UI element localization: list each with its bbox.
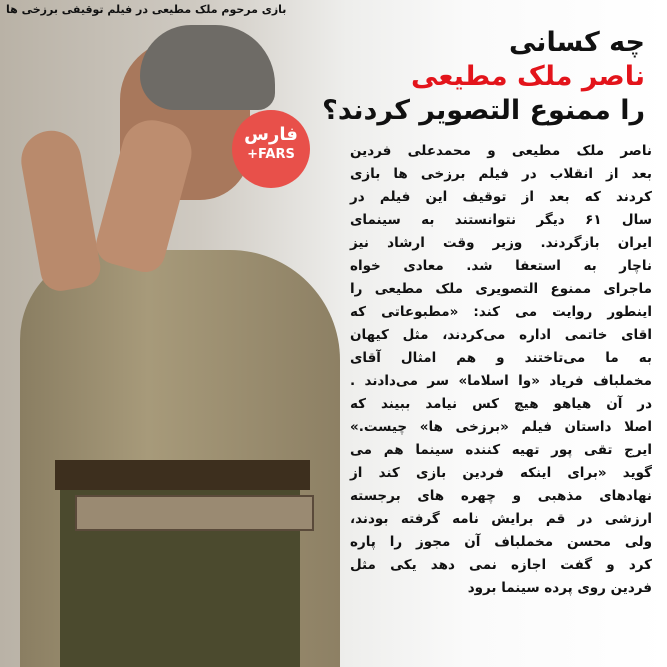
body-line: بعد از انقلاب در فیلم برزخی ها بازی [350,166,652,182]
body-line: به ما می‌تاختند و هم امثال آقای [350,350,652,366]
body-line: ایران بازگردند. وزیر وقت ارشاد نیز [350,235,652,251]
headline-line-3: را ممنوع التصویر کردند؟ [322,95,645,126]
logo-text-fa: فارس [244,124,298,145]
headline-line-1: چه کسانی [508,27,645,58]
headline [322,26,645,128]
body-line: مخملباف فریاد «وا اسلاما» سر می‌دادند . [350,373,652,389]
article-body [350,140,652,600]
body-line: اقای خاتمی اداره می‌کردند، مثل کیهان [350,327,652,343]
body-line: اصلا داستان فیلم «برزخی ها» چیست.» [350,419,652,435]
body-line: کردند که بعد از توقیف این فیلم در [350,189,652,205]
fars-news-logo [232,110,310,188]
body-line: در آن هیاهو هیچ کس نیامد ببیند که [350,396,652,412]
body-line: اینطور روایت می کند: «مطبوعاتی که [350,304,652,320]
body-line: سال ۶۱ دیگر نتوانستند به سینمای [350,212,652,228]
body-line: ناصر ملک مطیعی و محمدعلی فردین [350,143,652,159]
body-line: گوید «برای اینکه فردین بازی کند از [350,465,652,481]
body-line: ارزشی در قم برایش نامه گرفته بودند، [350,511,652,527]
body-line: ولی محسن مخملباف آن مجوز را پاره [350,534,652,550]
body-line: ایرج تقی پور تهیه کننده سینما هم می [350,442,652,458]
logo-text-en: +FARS [247,147,295,162]
body-line: کرد و گفت اجازه نمی دهد یکی مثل [350,557,652,573]
body-line: نهادهای مذهبی و چهره های برجسته [350,488,652,504]
photo-caption: بازی مرحوم ملک مطیعی در فیلم توقیفی برزخی ها [6,3,287,16]
body-line: ناچار به استعفا شد. معادی خواه [350,258,652,274]
body-line: فردین روی پرده سینما برود [467,580,652,596]
headline-name: ناصر ملک مطیعی [411,61,645,92]
body-line: ماجرای ممنوع التصویری ملک مطیعی را [350,281,652,297]
